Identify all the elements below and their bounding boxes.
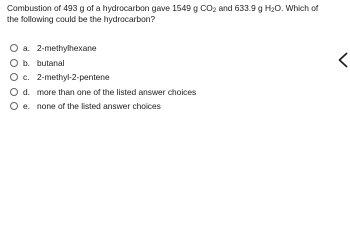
question-part-1: Combustion of 493 g of a hydrocarbon gave 1549 g CO [7,3,213,13]
answer-choices [10,41,196,114]
radio-button-a[interactable] [10,44,18,52]
chevron-left-icon [337,52,349,68]
choice-letter: a. [23,43,30,54]
choice-label: 2-methyl-2-pentene [37,72,110,83]
question-subscript-2: 2 [271,8,275,14]
question-subscript-1: 2 [212,8,217,14]
choice-a[interactable] [10,41,196,56]
choice-d[interactable] [10,85,196,100]
choice-label: more than one of the listed answer choices [37,86,197,97]
question-part-3: O. Which of the following could be the hydrocarbon? [7,3,319,24]
radio-button-e[interactable] [10,102,18,110]
choice-label: none of the listed answer choices [37,101,161,112]
question-text [7,3,327,25]
choice-c[interactable] [10,70,196,85]
choice-letter: b. [23,57,30,68]
question-part-2: and 633.9 g H [216,3,272,13]
choice-b[interactable] [10,56,196,71]
choice-e[interactable] [10,99,196,114]
radio-button-c[interactable] [10,73,18,81]
choice-label: 2-methylhexane [37,43,97,54]
radio-button-b[interactable] [10,59,18,67]
collapse-panel-button[interactable] [337,52,349,68]
choice-letter: c. [23,72,30,83]
choice-letter: d. [23,86,30,97]
radio-button-d[interactable] [10,88,18,96]
choice-label: butanal [37,57,65,68]
choice-letter: e. [23,101,30,112]
